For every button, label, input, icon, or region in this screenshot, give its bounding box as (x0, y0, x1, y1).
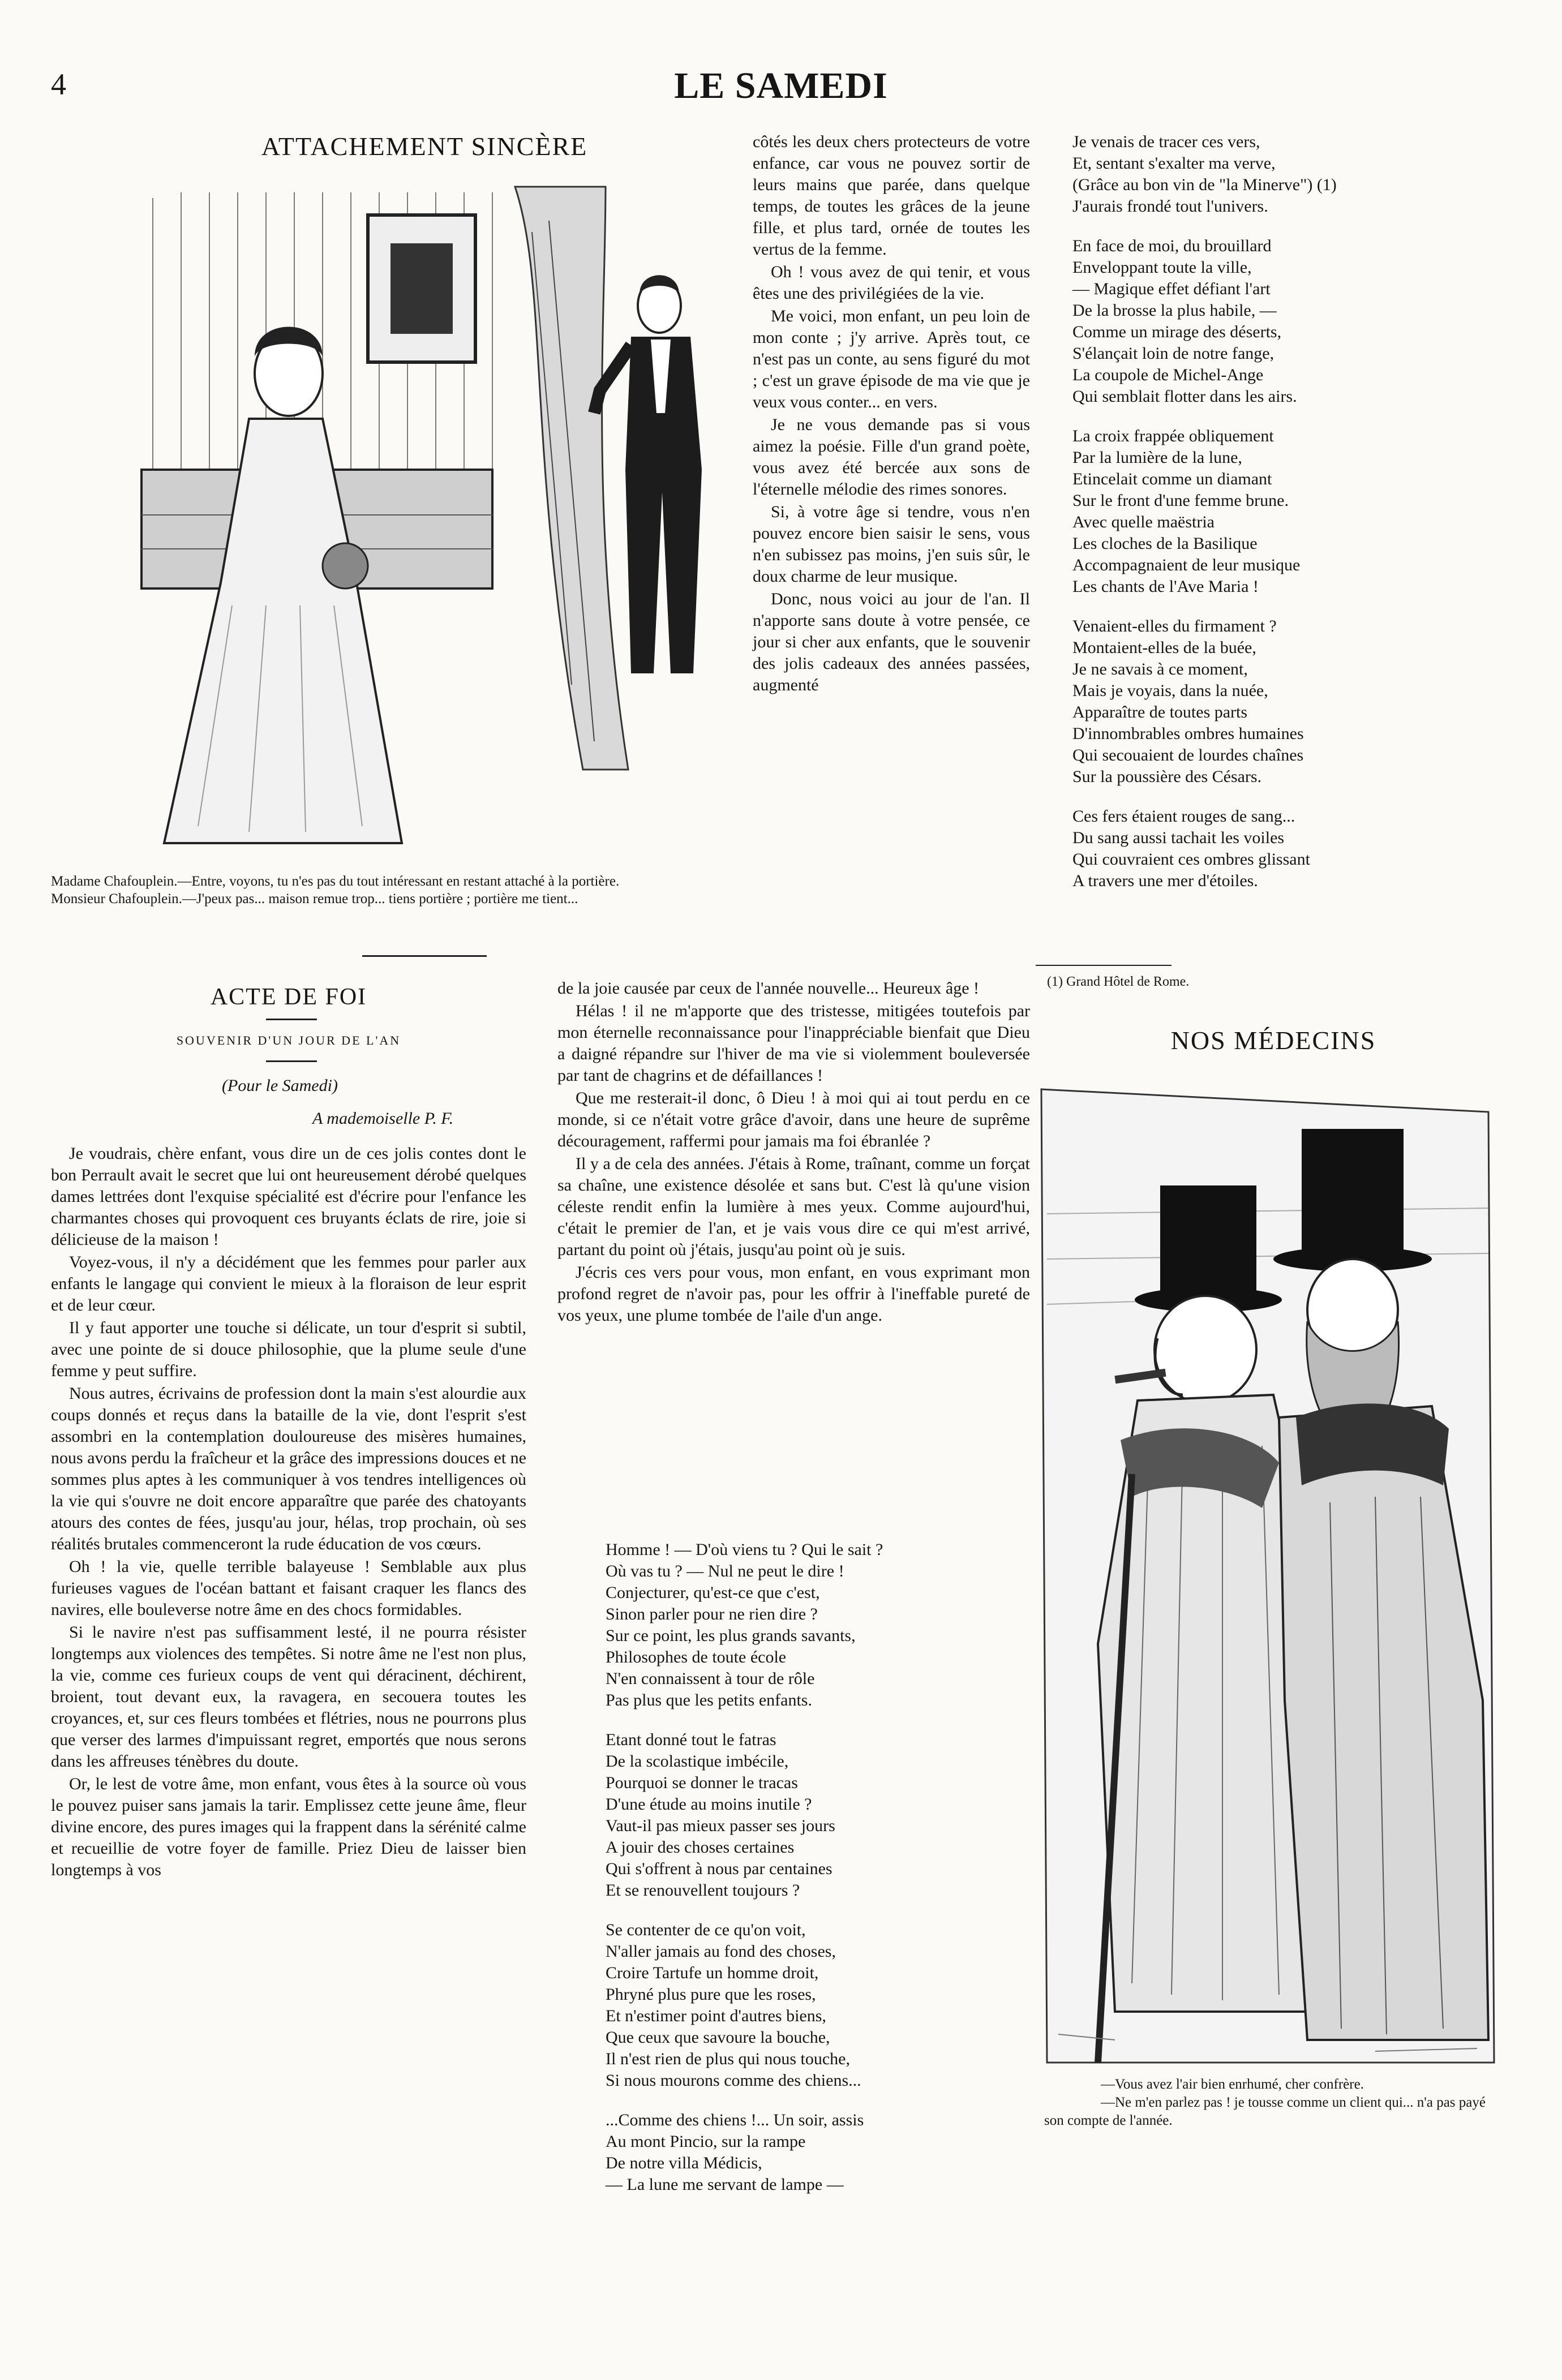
page-number: 4 (51, 67, 66, 101)
paragraph: de la joie causée par ceux de l'année nouvelle... Heureux âge ! (557, 979, 980, 998)
poem-column-2 (606, 1539, 1013, 2214)
poem-line: Pourquoi se donner le tracas (606, 1773, 798, 1792)
paragraph: côtés les deux chers protecteurs de votre enfance, car vous ne pouvez sortir de leurs mains que parée, dans quelque temps, de toutes les grâces de la jeune fille, et plus tard, ornée de toutes les vertus de la femme. (753, 132, 1030, 259)
poem-stanza (606, 1729, 1013, 1901)
paragraph: Donc, nous voici au jour de l'an. Il n'apporte sans doute à votre pensée, ce jour si cher aux enfants, que le souvenir des jolis cadeaux des années passées, augmenté (753, 590, 1030, 694)
nos-medecins-title: NOS MÉDECINS (1170, 1026, 1376, 1055)
poem-line: Etincelait comme un diamant (1072, 470, 1272, 488)
poem-line: Philosophes de toute école (606, 1648, 787, 1666)
poem-line: De la brosse la plus habile, — (1072, 301, 1277, 320)
poem-line: N'aller jamais au fond des choses, (606, 1942, 836, 1961)
footnote-rule (1036, 965, 1172, 966)
poem-line: Phryné plus pure que les roses, (606, 1985, 816, 2004)
poem-line: Et se renouvellent toujours ? (606, 1881, 800, 1900)
paragraph: Il y a de cela des années. J'étais à Rome, traînant, comme un forçat sa chaîne, une existence désolée et sans but. C'est là qu'une vision céleste rendit enfin la lumière à mes yeux. Comme aujourd'hui, c'était le premier de l'an, et je vais vous dire ce qui m'est arrivé, partant du point où j'étais, jusqu'au point où je suis. (557, 1154, 1030, 1259)
poem-line: En face de moi, du brouillard (1072, 237, 1272, 255)
paragraph: Il y faut apporter une touche si délicate, un tour d'esprit si subtil, avec une pointe de si douce philosophie, que la plume seule d'une femme y peut suffire. (51, 1318, 526, 1380)
paragraph: Oh ! vous avez de qui tenir, et vous êtes une des privilégiées de la vie. (753, 263, 1030, 303)
poem-stanza (1072, 616, 1514, 788)
poem-line: Montaient-elles de la buée, (1072, 638, 1256, 657)
divider (362, 955, 487, 957)
poem-stanza (606, 2110, 1013, 2196)
nos-medecins-illustration (1036, 1078, 1500, 2068)
paragraph: Or, le lest de votre âme, mon enfant, vous êtes à la source où vous le pouvez puiser sans jamais la tarir. Emplissez cette jeune âme, fleur divine encore, des pures images qui la frappent dans la sérénité calme et recueillie de votre foyer de famille. Priez Dieu de laisser bien longtemps à vos (51, 1775, 526, 1879)
paragraph: Hélas ! il ne m'apporte que des tristesse, mitigées toutefois par mon éternelle reconnaissance pour l'inappréciable bienfait que Dieu a daigné répandre sur l'hiver de ma vie si violemment bouleversée par tant de chagrins et de défaillances ! (557, 1002, 1030, 1085)
poem-line: Sur la poussière des Césars. (1072, 767, 1262, 786)
poem-line: Vaut-il pas mieux passer ses jours (606, 1816, 835, 1835)
poem-line: Si nous mourons comme des chiens... (606, 2071, 861, 2090)
poem-line: Qui s'offrent à nous par centaines (606, 1859, 833, 1878)
caption-line: —Ne m'en parlez pas ! je tousse comme un client qui... n'a pas payé son compte de l'année. (1044, 2095, 1486, 2128)
poem-line: La croix frappée obliquement (1072, 427, 1274, 445)
attachement-title: ATTACHEMENT SINCÈRE (261, 132, 588, 161)
poem-line: Sinon parler pour ne rien dire ? (606, 1605, 818, 1623)
paragraph: Oh ! la vie, quelle terrible balayeuse ! Semblable aux plus furieuses vagues de l'océan battant et faisant craquer les flancs des navires, elle bouleverse notre âme en des chocs formidables. (51, 1557, 526, 1619)
poem-stanza (606, 1919, 1013, 2091)
poem-line: Enveloppant toute la ville, (1072, 258, 1252, 277)
poem-line: Sur ce point, les plus grands savants, (606, 1626, 856, 1645)
poem-line: Où vas tu ? — Nul ne peut le dire ! (606, 1562, 844, 1580)
poem-line: S'élançait loin de notre fange, (1072, 344, 1275, 363)
poem-line: Apparaître de toutes parts (1072, 703, 1248, 721)
poem-line: ...Comme des chiens !... Un soir, assis (606, 2111, 864, 2129)
poem-stanza (1072, 131, 1514, 217)
poem-line: Avec quelle maëstria (1072, 513, 1215, 531)
poem-line: Je venais de tracer ces vers, (1072, 132, 1260, 151)
paragraph: Si, à votre âge si tendre, vous n'en pouvez encore bien saisir le sens, vous n'en subissez pas moins, j'en suis sûr, le doux charme de leur musique. (753, 502, 1030, 586)
paragraph: Si le navire n'est pas suffisamment lesté, il ne pourra résister longtemps aux violences des tempêtes. Si notre âme ne l'est non plus, la vie, comme ces furieux coups de vent qui déracinent, déchirent, broient, tout devant eux, la ravagera, en secouera toutes les croyances, et, sur ces fleurs tombées et flétries, nous ne pourrons plus que verser des larmes d'impuissant regret, emportés que nous serons dans les affreuses ténèbres du doute. (51, 1623, 526, 1771)
paragraph: Nous autres, écrivains de profession dont la main s'est alourdie aux coups donnés et reçus dans la bataille de la vie, dont l'esprit s'est assombri en la contemplation douloureuse des misères humaines, nous avons perdu la fraîcheur et la grâce des impressions douces et ne sommes plus aptes à les communiquer à vos tendres intelligences où la vie qui s'ouvre ne doit encore apparaître que parée des chatoyants atours des contes de fées, jusqu'au jour, hélas, trop prochain, où ses réalités brutales commenceront la rude éducation de vos cœurs. (51, 1384, 526, 1553)
poem-line: A jouir des choses certaines (606, 1838, 795, 1857)
poem-stanza (1072, 806, 1514, 892)
poem-line: Qui secouaient de lourdes chaînes (1072, 746, 1304, 764)
poem-line: Venaient-elles du firmament ? (1072, 617, 1277, 635)
poem-line: Les cloches de la Basilique (1072, 534, 1258, 553)
acte-de-foi-subtitle: SOUVENIR D'UN JOUR DE L'AN (176, 1033, 401, 1047)
footnote: (1) Grand Hôtel de Rome. (1047, 974, 1190, 989)
caption-line: Monsieur Chafouplein.—J'peux pas... maison remue trop... tiens portière ; portière me tient... (51, 891, 578, 907)
paragraph: Voyez-vous, il n'y a décidément que les femmes pour parler aux enfants le langage qui convient le mieux à la floraison de leur esprit et de leur cœur. (51, 1253, 526, 1314)
divider (266, 1060, 317, 1062)
poem-line: De notre villa Médicis, (606, 2154, 762, 2172)
poem-line: Sur le front d'une femme brune. (1072, 491, 1289, 510)
poem-line: Les chants de l'Ave Maria ! (1072, 577, 1259, 596)
dedication: A mademoiselle P. F. (312, 1109, 454, 1128)
attachement-illustration (119, 175, 753, 854)
poem-line: Au mont Pincio, sur la rampe (606, 2132, 806, 2151)
nos-medecins-caption (1044, 2076, 1486, 2130)
poem-line: J'aurais frondé tout l'univers. (1072, 197, 1268, 216)
poem-line: Comme un mirage des déserts, (1072, 323, 1282, 341)
caption-line: Madame Chafouplein.—Entre, voyons, tu n'es pas du tout intéressant en restant attaché à la portière. (51, 874, 620, 889)
poem-line: Il n'est rien de plus qui nous touche, (606, 2050, 850, 2068)
poem-line: Ces fers étaient rouges de sang... (1072, 807, 1295, 826)
poem-line: D'une étude au moins inutile ? (606, 1795, 812, 1814)
poem-line: Et, sentant s'exalter ma verve, (1072, 154, 1276, 173)
paragraph: Je ne vous demande pas si vous aimez la poésie. Fille d'un grand poète, vous avez été bercée aux sons de l'éternelle mélodie des rimes sonores. (753, 415, 1030, 499)
poem-line: Homme ! — D'où viens tu ? Qui le sait ? (606, 1540, 883, 1559)
poem-stanza (1072, 235, 1514, 407)
caption-line: —Vous avez l'air bien enrhumé, cher confrère. (1101, 2077, 1364, 2092)
paragraph: Me voici, mon enfant, un peu loin de mon conte ; j'y arrive. Après tout, ce n'est pas un conte, au sens figuré du mot ; c'est un grave épisode de ma vie que je veux vous conter... en vers. (753, 307, 1030, 411)
journal-title: LE SAMEDI (674, 65, 888, 106)
paragraph: J'écris ces vers pour vous, mon enfant, en vous exprimant mon profond regret de n'avoir pas, pour les offrir à l'ineffable pureté de vos yeux, une plume tombée de l'aile d'un ange. (557, 1263, 1030, 1325)
acte-de-foi-column-2-top (753, 131, 1030, 697)
poem-line: Qui couvraient ces ombres glissant (1072, 850, 1310, 869)
poem-line: Qui semblait flotter dans les airs. (1072, 387, 1297, 406)
divider (266, 1019, 317, 1020)
poem-line: Mais je voyais, dans la nuée, (1072, 681, 1268, 700)
poem-line: Et n'estimer point d'autres biens, (606, 2007, 826, 2025)
for-line: (Pour le Samedi) (222, 1076, 338, 1095)
poem-line: Croire Tartufe un homme droit, (606, 1964, 819, 1982)
poem-line: D'innombrables ombres humaines (1072, 724, 1304, 743)
acte-de-foi-column-2 (557, 978, 1030, 1328)
poem-line: Par la lumière de la lune, (1072, 448, 1242, 467)
poem-line: Conjecturer, qu'est-ce que c'est, (606, 1583, 820, 1602)
acte-de-foi-column-1 (51, 1143, 526, 1882)
poem-stanza (606, 1539, 1013, 1711)
poem-line: Se contenter de ce qu'on voit, (606, 1921, 806, 1939)
poem-line: N'en connaissent à tour de rôle (606, 1669, 815, 1688)
poem-line: Du sang aussi tachait les voiles (1072, 828, 1285, 847)
poem-line: Que ceux que savoure la bouche, (606, 2028, 830, 2047)
poem-line: (Grâce au bon vin de "la Minerve") (1) (1072, 175, 1337, 194)
paragraph: Que me resterait-il donc, ô Dieu ! à moi qui ai tout perdu en ce monde, si ce n'était votre grâce d'avoir, dans une heure de suprême découragement, raffermi pour jamais ma foi ébranlée ? (557, 1089, 1030, 1150)
poem-line: A travers une mer d'étoiles. (1072, 871, 1258, 890)
poem-line: Je ne savais à ce moment, (1072, 660, 1248, 678)
poem-line: La coupole de Michel-Ange (1072, 366, 1264, 384)
attachement-caption (51, 873, 753, 908)
poem-line: — La lune me servant de lampe — (606, 2175, 844, 2194)
acte-de-foi-title: ACTE DE FOI (210, 984, 367, 1010)
poem-stanza (1072, 426, 1514, 598)
paragraph: Je voudrais, chère enfant, vous dire un de ces jolis contes dont le bon Perrault avait le secret que lui ont heureusement dérobé quelques dames lettrées dont l'exquise spécialité est d'écrire pour l'enfance les charmantes choses qui provoquent ces bruyants éclats de rire, joie si délicieuse de la maison ! (51, 1144, 526, 1249)
poem-line: De la scolastique imbécile, (606, 1752, 789, 1771)
poem-line: — Magique effet défiant l'art (1072, 280, 1271, 298)
poem-column-3 (1072, 131, 1514, 910)
poem-line: Etant donné tout le fatras (606, 1730, 776, 1749)
poem-line: Pas plus que les petits enfants. (606, 1691, 812, 1709)
poem-line: Accompagnaient de leur musique (1072, 556, 1301, 574)
